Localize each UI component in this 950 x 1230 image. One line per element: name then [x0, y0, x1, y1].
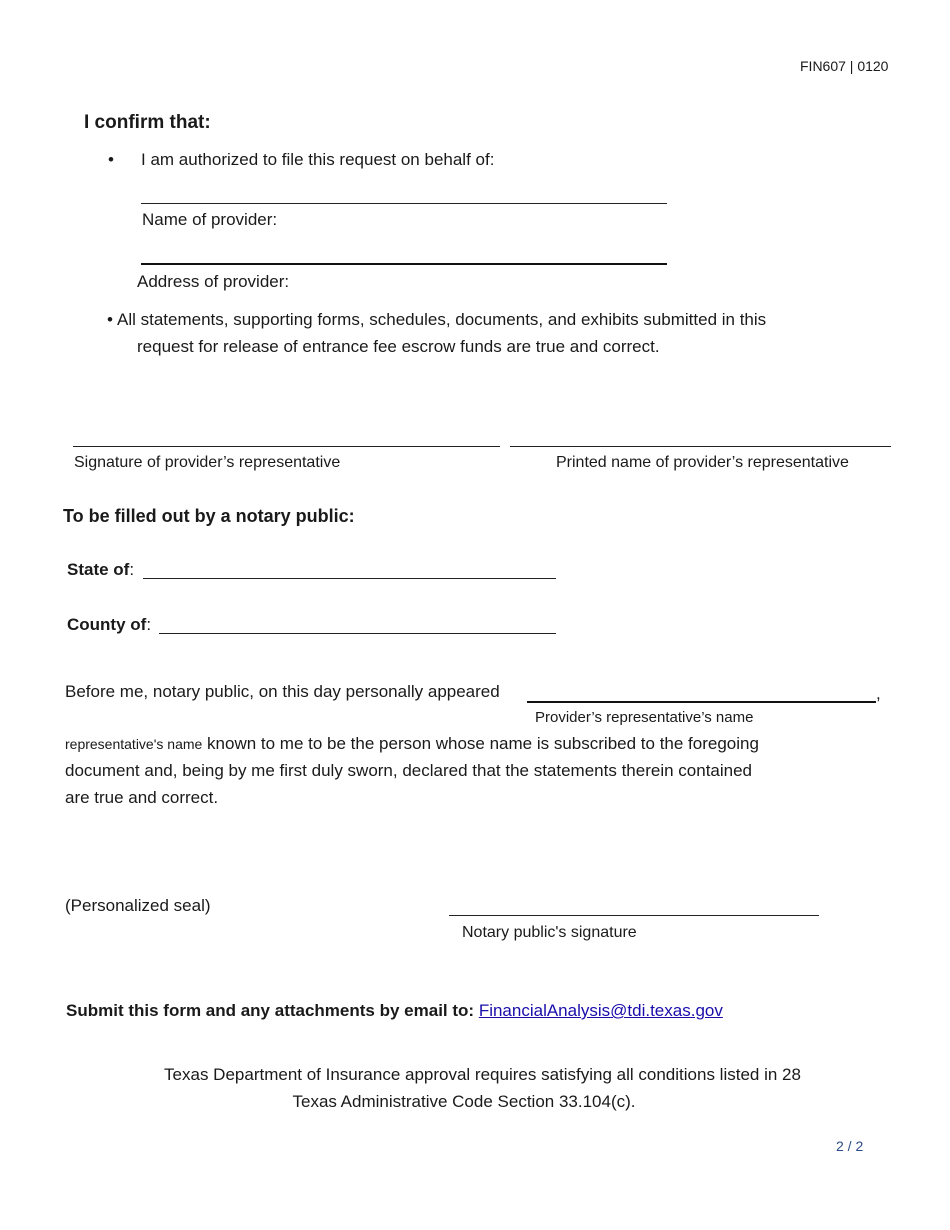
printed-name-line[interactable] — [510, 446, 891, 447]
known-to-me-text: known to me to be the person whose name is subscribed to the foregoing — [207, 734, 759, 753]
bullet-icon: • — [107, 310, 113, 329]
page-number: 2 / 2 — [836, 1138, 864, 1154]
printed-name-label: Printed name of provider’s representative — [556, 454, 849, 471]
county-label: County of — [67, 615, 147, 634]
state-field-label — [67, 560, 134, 580]
county-field-label — [67, 615, 151, 635]
footer-line1: Texas Department of Insurance approval requires satisfying all conditions listed in 28 — [164, 1065, 801, 1084]
comma: , — [876, 684, 881, 703]
notary-paragraph-line2: document and, being by me first duly sworn, declared that the statements therein contained — [65, 761, 753, 780]
personalized-seal-label: (Personalized seal) — [65, 896, 211, 915]
email-link[interactable]: FinancialAnalysis@tdi.texas.gov — [478, 1001, 723, 1020]
colon: : — [129, 560, 135, 579]
notary-paragraph-line3: are true and correct. — [65, 788, 219, 807]
notary-signature-line[interactable] — [449, 915, 819, 916]
signature-label: Signature of provider’s representative — [74, 454, 341, 471]
provider-address-line[interactable] — [141, 263, 667, 265]
statements-true-line1: All statements, supporting forms, schedules, documents, and exhibits submitted in this — [117, 310, 767, 329]
rep-name-caption: Provider’s representative’s name — [535, 709, 754, 726]
statements-true-line2: request for release of entrance fee escrow funds are true and correct. — [137, 337, 660, 356]
form-id: FIN607 | 0120 — [800, 58, 889, 74]
bullet-icon: • — [108, 150, 114, 169]
notary-paragraph-line1 — [65, 734, 759, 754]
colon: : — [146, 615, 152, 634]
submit-row — [66, 1001, 723, 1021]
state-input-line[interactable] — [143, 578, 556, 579]
provider-name-label: Name of provider: — [142, 210, 278, 229]
rep-name-small: representative's name — [65, 736, 203, 752]
rep-name-line[interactable] — [527, 701, 876, 703]
notary-heading: To be filled out by a notary public: — [63, 506, 355, 526]
authorized-statement: I am authorized to file this request on behalf of: — [141, 150, 495, 169]
submit-text: Submit this form and any attachments by email to: — [66, 1001, 475, 1020]
county-input-line[interactable] — [159, 633, 556, 634]
provider-address-label: Address of provider: — [137, 272, 290, 291]
signature-line[interactable] — [73, 446, 500, 447]
state-label: State of — [67, 560, 130, 579]
provider-name-line[interactable] — [141, 203, 667, 204]
footer-line2: Texas Administrative Code Section 33.104(c). — [292, 1092, 636, 1111]
confirm-heading: I confirm that: — [84, 112, 211, 133]
notary-signature-label: Notary public's signature — [462, 924, 637, 941]
appeared-text: Before me, notary public, on this day personally appeared — [65, 682, 500, 701]
